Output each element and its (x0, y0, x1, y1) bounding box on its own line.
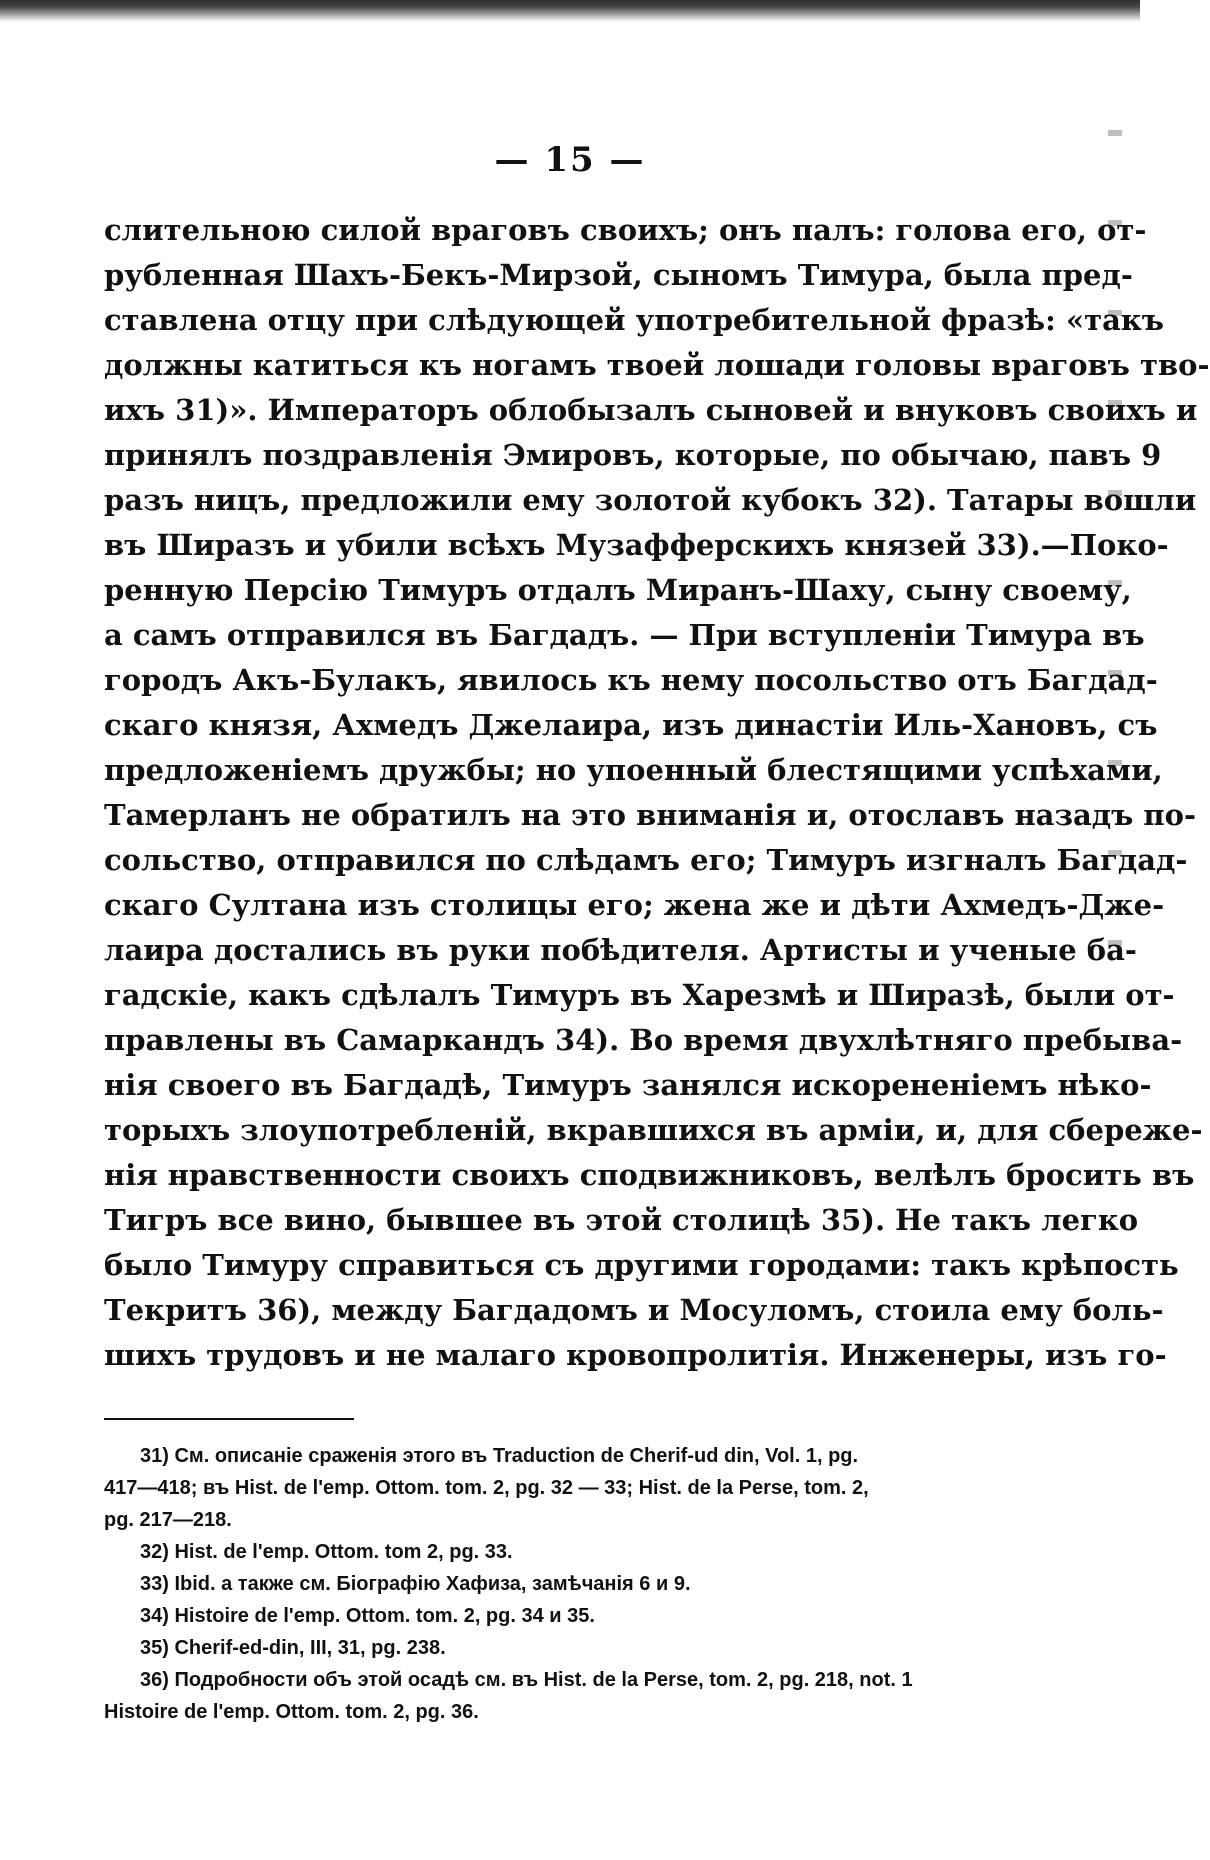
footnote-35: 35) Cherif-ed-din, III, 31, pg. 238. (140, 1637, 446, 1659)
text-line: городъ Акъ-Булакъ, явилось къ нему посольство отъ Багдад- (104, 663, 1158, 697)
text-line: разъ ницъ, предложили ему золотой кубокъ 32). Татары вошли (104, 483, 1197, 517)
text-line: ставлена отцу при слѣдующей употребительной фразѣ: «такъ (104, 303, 1165, 337)
footnotes-block (104, 1440, 1044, 1728)
footnote-31: 31) См. описаніе сраженія этого въ Traduction de Cherif-ud din, Vol. 1, pg. (140, 1445, 859, 1467)
footnote-33: 33) Ibid. а также см. Біографію Хафиза, замѣчанія 6 и 9. (140, 1573, 691, 1595)
text-line: лаира достались въ руки побѣдителя. Артисты и ученые ба- (104, 933, 1137, 967)
footnote-36-continued: Histoire de l'emp. Ottom. tom. 2, pg. 36. (104, 1701, 479, 1723)
text-line: рубленная Шахъ-Бекъ-Мирзой, сыномъ Тимура, была пред- (104, 258, 1133, 292)
text-line: Тигръ все вино, бывшее въ этой столицѣ 35). Не такъ легко (104, 1203, 1139, 1237)
text-line: Текритъ 36), между Багдадомъ и Мосуломъ, стоила ему боль- (104, 1293, 1164, 1327)
text-line: слительною силой враговъ своихъ; онъ палъ: голова его, от- (104, 213, 1147, 247)
text-line: Тамерланъ не обратилъ на это вниманія и, отославъ назадъ по- (104, 798, 1197, 832)
text-line: гадскіе, какъ сдѣлалъ Тимуръ въ Харезмѣ и Ширазѣ, были от- (104, 978, 1175, 1012)
text-line: скаго князя, Ахмедъ Джелаира, изъ династіи Иль-Хановъ, съ (104, 708, 1158, 742)
text-line: сольство, отправился по слѣдамъ его; Тимуръ изгналъ Багдад- (104, 843, 1188, 877)
text-line: должны катиться къ ногамъ твоей лошади головы враговъ тво- (104, 348, 1210, 382)
text-line: скаго Султана изъ столицы его; жена же и дѣти Ахмедъ-Дже- (104, 888, 1165, 922)
text-line: въ Ширазъ и убили всѣхъ Музафферскихъ князей 33).—Поко- (104, 528, 1169, 562)
page-number: — 15 — (494, 140, 646, 180)
text-line: шихъ трудовъ и не малаго кровопролитія. Инженеры, изъ го- (104, 1338, 1167, 1372)
text-line: торыхъ злоупотребленій, вкравшихся въ арміи, и, для сбереже- (104, 1113, 1203, 1147)
main-text-block (104, 208, 1210, 1378)
text-line: принялъ поздравленія Эмировъ, которые, по обычаю, павъ 9 (104, 438, 1162, 472)
footnote-36: 36) Подробности объ этой осадѣ см. въ Hist. de la Perse, tom. 2, pg. 218, not. 1 (140, 1669, 913, 1691)
footnote-separator (104, 1418, 354, 1420)
text-line: нія своего въ Багдадѣ, Тимуръ занялся искорененіемъ нѣко- (104, 1068, 1152, 1102)
text-line: правлены въ Самаркандъ 34). Во время двухлѣтняго пребыва- (104, 1023, 1183, 1057)
footnote-32: 32) Hist. de l'emp. Ottom. tom 2, pg. 33. (140, 1541, 513, 1563)
scan-edge-noise (0, 0, 1140, 22)
text-line: было Тимуру справиться съ другими городами: такъ крѣпость (104, 1248, 1179, 1282)
footnote-31-continued: pg. 217—218. (104, 1509, 232, 1531)
footnote-34: 34) Histoire de l'emp. Ottom. tom. 2, pg. 34 и 35. (140, 1605, 595, 1627)
text-line: а самъ отправился въ Багдадъ. — При вступленіи Тимура въ (104, 618, 1145, 652)
text-line: предложеніемъ дружбы; но упоенный блестящими успѣхами, (104, 753, 1163, 787)
text-line: ихъ 31)». Императоръ облобызалъ сыновей и внуковъ своихъ и (104, 393, 1198, 427)
text-line: нія нравственности своихъ сподвижниковъ, велѣлъ бросить въ (104, 1158, 1195, 1192)
text-line: ренную Персію Тимуръ отдалъ Миранъ-Шаху, сыну своему, (104, 573, 1132, 607)
footnote-31-continued: 417—418; въ Hist. de l'emp. Ottom. tom. 2, pg. 32 — 33; Hist. de la Perse, tom. 2, (104, 1477, 869, 1499)
